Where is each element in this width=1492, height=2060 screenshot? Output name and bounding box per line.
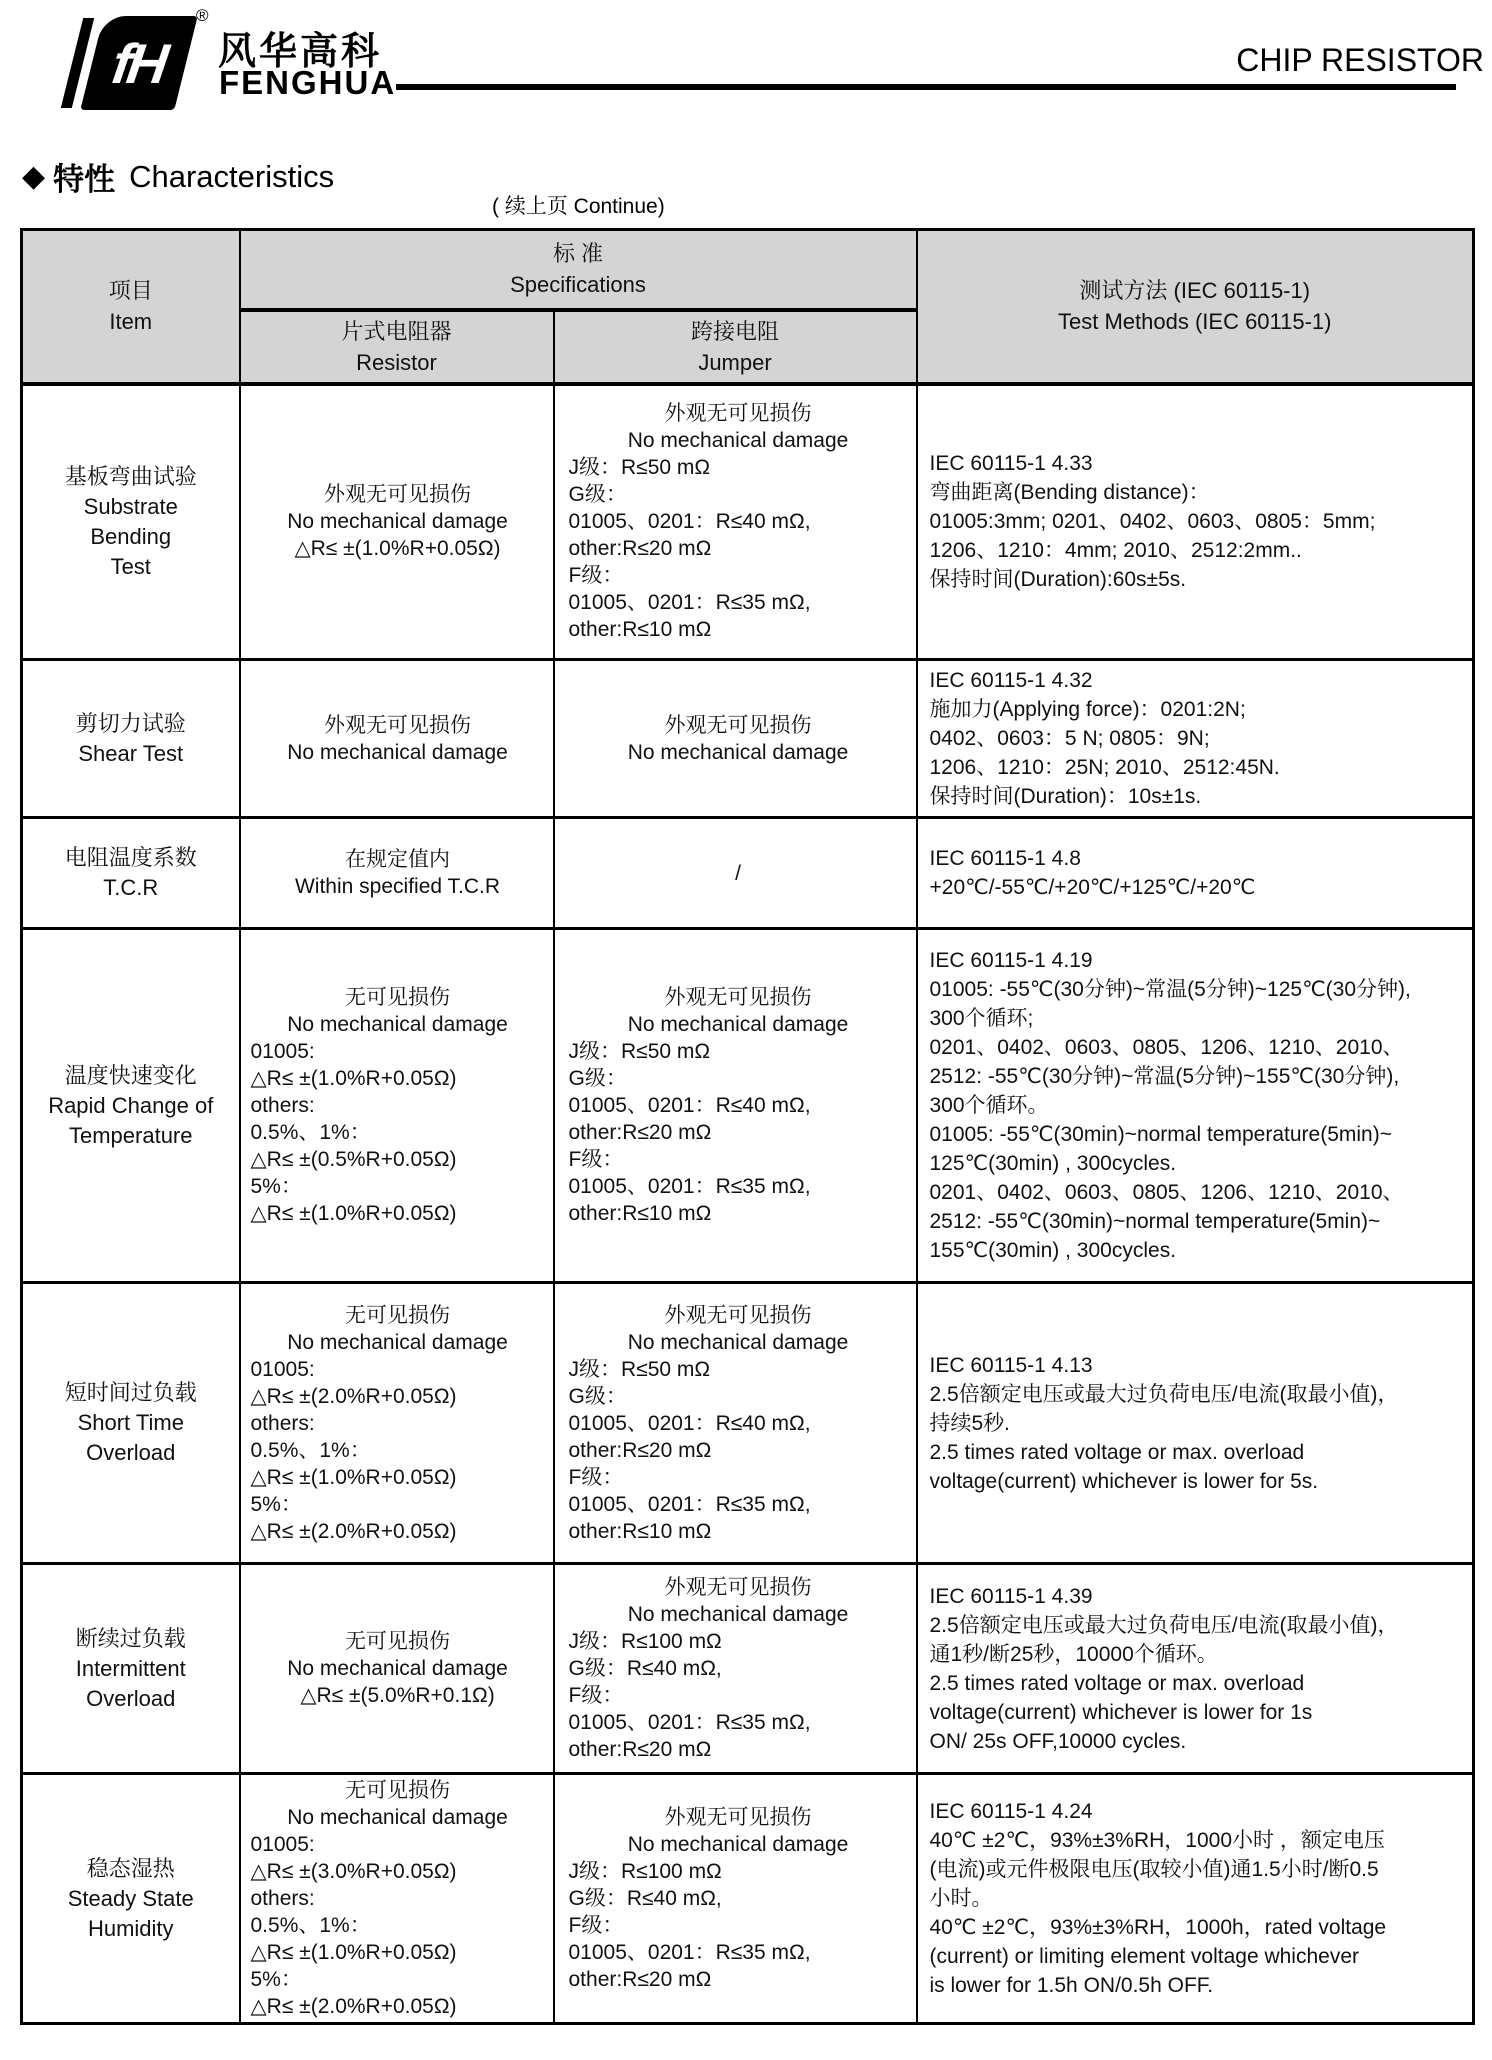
table-row (22, 1774, 1474, 2024)
text-line: Shear Test (78, 740, 184, 766)
text-line: 01005、0201：R≤35 mΩ, (568, 1711, 811, 1734)
text-line: T.C.R (103, 875, 159, 900)
text-line: 0201、0402、0603、0805、1206、1210、2010、 (929, 1181, 1404, 1204)
text-line: F级： (568, 1465, 624, 1489)
text-line: △R≤ ±(1.0%R+0.05Ω) (250, 1465, 457, 1489)
item-cell (22, 384, 240, 660)
text-line: 40℃ ±2℃，93%±3%RH，1000小时 ，额定电压 (929, 1829, 1385, 1852)
text-line: 无可见损伤 (345, 1779, 450, 1802)
text-line: voltage(current) whichever is lower for 5s. (929, 1469, 1319, 1493)
text-line: 持续5秒. (929, 1411, 1011, 1435)
resistor-spec-cell (240, 660, 554, 818)
test-method-cell (917, 1283, 1474, 1564)
test-method-cell (917, 818, 1474, 929)
brand-name-chinese: 风华高科 (218, 31, 383, 73)
table-row (22, 660, 1474, 818)
text-line: 01005: (250, 1357, 315, 1381)
continue-note: ( 续上页 Continue) (492, 195, 665, 218)
text-line: 2.5倍额定电压或最大过负荷电压/电流(取最小值)， (929, 1382, 1399, 1406)
jumper-spec-cell (554, 1564, 917, 1774)
section-title-english: Characteristics (129, 158, 335, 194)
item-cell (22, 1774, 240, 2024)
text-line: voltage(current) whichever is lower for 1s (929, 1700, 1313, 1724)
text-line: 保持时间(Duration):60s±5s. (929, 568, 1187, 592)
text-line: Rapid Change of (48, 1092, 214, 1118)
text-line: △R≤ ±(1.0%R+0.05Ω) (294, 537, 501, 561)
test-method-cell (917, 660, 1474, 818)
text-line: F级： (568, 564, 624, 588)
fenghua-logo-monogram: fH (108, 31, 170, 95)
text-line: 外观无可见损伤 (664, 1576, 812, 1599)
text-line: IEC 60115-1 4.39 (929, 1584, 1093, 1608)
text-line: No mechanical damage (287, 1657, 508, 1680)
text-line: 125℃(30min) , 300cycles. (929, 1152, 1177, 1175)
text-line: △R≤ ±(3.0%R+0.05Ω) (250, 1860, 457, 1883)
text-line: 1206、1210：4mm; 2010、2512:2mm.. (929, 539, 1302, 563)
text-line: No mechanical damage (627, 1833, 849, 1856)
text-line: 01005: -55℃(30min)~normal temperature(5min)~ (929, 1123, 1392, 1146)
text-line: other:R≤10 mΩ (568, 618, 712, 642)
text-line: 保持时间(Duration)：10s±1s. (929, 785, 1202, 808)
text-line: G级： (568, 1067, 627, 1090)
text-line: 在规定值内 (345, 848, 450, 871)
registered-trademark-symbol: ® (196, 6, 209, 25)
text-line: other:R≤20 mΩ (568, 1968, 712, 1991)
jumper-spec-cell (554, 929, 917, 1283)
characteristics-table (20, 228, 1475, 2025)
text-line: 5%： (250, 1492, 302, 1516)
text-line: 0.5%、1%： (250, 1914, 371, 1937)
table-row (22, 1564, 1474, 1774)
column-header-jumper-en: Jumper (698, 349, 772, 375)
text-line: △R≤ ±(5.0%R+0.1Ω) (300, 1684, 495, 1707)
resistor-spec-cell (240, 818, 554, 929)
column-header-specifications (240, 230, 917, 310)
text-line: 155℃(30min) , 300cycles. (929, 1239, 1177, 1262)
text-line: 2.5倍额定电压或最大过负荷电压/电流(取最小值)， (929, 1613, 1399, 1637)
text-line: other:R≤10 mΩ (568, 1202, 712, 1225)
text-line: 2.5 times rated voltage or max. overload (929, 1671, 1305, 1695)
text-line: 外观无可见损伤 (664, 986, 812, 1009)
column-header-item (22, 230, 240, 384)
text-line: 2.5 times rated voltage or max. overload (929, 1440, 1305, 1464)
text-line: IEC 60115-1 4.13 (929, 1353, 1093, 1377)
resistor-spec-cell (240, 1774, 554, 2024)
text-line: 0402、0603：5 N; 0805：9N; (929, 727, 1210, 750)
text-line: Temperature (68, 1122, 193, 1148)
text-line: 施加力(Applying force)：0201:2N; (929, 698, 1246, 721)
jumper-spec-cell (554, 384, 917, 660)
text-line: 基板弯曲试验 (64, 463, 197, 489)
resistor-spec-cell (240, 384, 554, 660)
text-line: 01005: -55℃(30分钟)~常温(5分钟)~125℃(30分钟), (929, 978, 1411, 1001)
column-header-item-en: Item (109, 309, 153, 335)
jumper-spec-cell (554, 1283, 917, 1564)
text-line: Within specified T.C.R (294, 875, 501, 898)
table-header-row-1 (22, 230, 1474, 310)
document-title: CHIP RESISTOR (1236, 42, 1484, 78)
text-line: other:R≤10 mΩ (568, 1519, 712, 1543)
text-line: J级：R≤100 mΩ (568, 1860, 722, 1883)
text-line: IEC 60115-1 4.33 (929, 452, 1093, 476)
text-line: 外观无可见损伤 (664, 402, 812, 426)
text-line: 01005、0201：R≤35 mΩ, (568, 1492, 811, 1516)
text-line: Substrate (83, 493, 178, 519)
column-header-test-methods-zh: 测试方法 (IEC 60115-1) (1079, 278, 1311, 304)
text-line: △R≤ ±(1.0%R+0.05Ω) (250, 1941, 457, 1964)
text-line: 300个循环; (929, 1007, 1034, 1030)
text-line: No mechanical damage (627, 740, 849, 764)
text-line: IEC 60115-1 4.8 (929, 847, 1081, 870)
text-line: IEC 60115-1 4.32 (929, 669, 1093, 692)
text-line: G级： (568, 483, 627, 507)
text-line: No mechanical damage (287, 1806, 508, 1829)
table-row (22, 384, 1474, 660)
text-line: 0.5%、1%： (250, 1438, 371, 1462)
text-line: △R≤ ±(2.0%R+0.05Ω) (250, 1519, 457, 1543)
text-line: ON/ 25s OFF,10000 cycles. (929, 1729, 1187, 1753)
text-line: △R≤ ±(1.0%R+0.05Ω) (250, 1202, 457, 1225)
text-line: 通1秒/断25秒，10000个循环。 (929, 1642, 1218, 1666)
text-line: IEC 60115-1 4.24 (929, 1800, 1093, 1823)
text-line: Overload (86, 1440, 176, 1465)
text-line: No mechanical damage (287, 510, 508, 534)
jumper-spec-cell (554, 818, 917, 929)
text-line: Intermittent (75, 1655, 186, 1681)
header-divider-line (396, 84, 1456, 90)
table-row (22, 818, 1474, 929)
text-line: is lower for 1.5h ON/0.5h OFF. (929, 1974, 1214, 1997)
text-line: Short Time (77, 1410, 184, 1435)
text-line: J级：R≤100 mΩ (568, 1630, 722, 1653)
text-line: No mechanical damage (627, 1013, 849, 1036)
resistor-spec-cell (240, 1283, 554, 1564)
text-line: No mechanical damage (287, 1013, 508, 1036)
text-line: 01005、0201：R≤40 mΩ, (568, 1411, 811, 1435)
text-line: 01005:3mm; 0201、0402、0603、0805：5mm; (929, 510, 1376, 534)
text-line: J级：R≤50 mΩ (568, 1040, 711, 1063)
text-line: △R≤ ±(2.0%R+0.05Ω) (250, 1995, 457, 2018)
text-line: 稳态湿热 (86, 1855, 175, 1881)
item-cell (22, 1564, 240, 1774)
text-line: No mechanical damage (627, 1603, 849, 1626)
text-line: 01005、0201：R≤35 mΩ, (568, 1941, 811, 1964)
text-line: Overload (86, 1685, 176, 1711)
text-line: 01005: (250, 1833, 315, 1856)
text-line: 无可见损伤 (345, 986, 450, 1009)
text-line: F级： (568, 1914, 624, 1937)
text-line: 01005、0201：R≤40 mΩ, (568, 1094, 811, 1117)
text-line: No mechanical damage (287, 740, 508, 764)
text-line: Steady State (67, 1885, 194, 1911)
text-line: 无可见损伤 (345, 1630, 450, 1653)
text-line: 小时。 (929, 1887, 993, 1910)
item-cell (22, 660, 240, 818)
text-line: Humidity (87, 1915, 174, 1941)
column-header-item-zh: 项目 (108, 278, 153, 304)
text-line: 短时间过负载 (64, 1380, 197, 1405)
text-line: 电阻温度系数 (64, 845, 197, 870)
text-line: Test (110, 553, 151, 579)
text-line: No mechanical damage (627, 429, 849, 453)
column-header-resistor-en: Resistor (356, 349, 437, 375)
column-header-specifications-en: Specifications (510, 272, 646, 298)
text-line: G级：R≤40 mΩ, (568, 1657, 722, 1680)
text-line: No mechanical damage (627, 1330, 849, 1354)
column-header-resistor-zh: 片式电阻器 (341, 318, 452, 344)
text-line: 2512: -55℃(30min)~normal temperature(5min)~ (929, 1210, 1381, 1233)
text-line: △R≤ ±(0.5%R+0.05Ω) (250, 1148, 457, 1171)
fenghua-logo-icon (80, 16, 197, 110)
column-header-specifications-zh: 标 准 (552, 241, 604, 267)
item-cell (22, 818, 240, 929)
text-line: 300个循环。 (929, 1094, 1049, 1117)
diamond-icon: ◆ (22, 160, 46, 193)
text-line: 2512: -55℃(30分钟)~常温(5分钟)~155℃(30分钟), (929, 1065, 1400, 1088)
column-header-test-methods-en: Test Methods (IEC 60115-1) (1058, 309, 1332, 335)
text-line: 01005、0201：R≤40 mΩ, (568, 510, 811, 534)
text-line: 断续过负载 (75, 1625, 186, 1651)
text-line: +20℃/-55℃/+20℃/+125℃/+20℃ (929, 876, 1256, 899)
text-line: 外观无可见损伤 (664, 1303, 812, 1327)
text-line: 0.5%、1%： (250, 1121, 371, 1144)
text-line: G级：R≤40 mΩ, (568, 1887, 722, 1910)
text-line: other:R≤20 mΩ (568, 537, 712, 561)
text-line: J级：R≤50 mΩ (568, 456, 711, 480)
test-method-cell (917, 1774, 1474, 2024)
text-line: 外观无可见损伤 (664, 1806, 812, 1829)
text-line: 温度快速变化 (64, 1062, 197, 1088)
column-header-jumper (554, 310, 917, 384)
text-line: No mechanical damage (287, 1330, 508, 1354)
test-method-cell (917, 929, 1474, 1283)
text-line: 弯曲距离(Bending distance)： (929, 481, 1210, 505)
text-line: 01005、0201：R≤35 mΩ, (568, 591, 811, 615)
section-title-chinese: 特性 (53, 162, 116, 197)
text-line: other:R≤20 mΩ (568, 1438, 712, 1462)
text-line: 01005: (250, 1040, 315, 1063)
section-title (22, 154, 334, 199)
text-line: 5%： (250, 1968, 302, 1991)
text-line: 40℃ ±2℃，93%±3%RH，1000h，rated voltage (929, 1916, 1387, 1939)
text-line: F级： (568, 1684, 624, 1707)
text-line: others: (250, 1887, 315, 1910)
text-line: (current) or limiting element voltage whichever (929, 1945, 1360, 1968)
jumper-spec-cell (554, 660, 917, 818)
text-line: 0201、0402、0603、0805、1206、1210、2010、 (929, 1036, 1404, 1059)
text-line: △R≤ ±(2.0%R+0.05Ω) (250, 1384, 457, 1408)
text-line: / (735, 861, 741, 885)
text-line: 外观无可见损伤 (324, 713, 471, 737)
table-row (22, 929, 1474, 1283)
table-row (22, 1283, 1474, 1564)
text-line: other:R≤20 mΩ (568, 1121, 712, 1144)
text-line: others: (250, 1411, 315, 1435)
resistor-spec-cell (240, 929, 554, 1283)
column-header-resistor (240, 310, 554, 384)
text-line: J级：R≤50 mΩ (568, 1357, 711, 1381)
text-line: 01005、0201：R≤35 mΩ, (568, 1175, 811, 1198)
characteristics-table-body (22, 384, 1474, 2024)
item-cell (22, 929, 240, 1283)
text-line: other:R≤20 mΩ (568, 1738, 712, 1761)
test-method-cell (917, 1564, 1474, 1774)
column-header-test-methods (917, 230, 1474, 384)
item-cell (22, 1283, 240, 1564)
text-line: G级： (568, 1384, 627, 1408)
text-line: 5%： (250, 1175, 302, 1198)
text-line: Bending (90, 523, 172, 549)
test-method-cell (917, 384, 1474, 660)
text-line: △R≤ ±(1.0%R+0.05Ω) (250, 1067, 457, 1090)
text-line: (电流)或元件极限电压(取较小值)通1.5小时/断0.5 (929, 1858, 1379, 1881)
column-header-jumper-zh: 跨接电阻 (690, 318, 779, 344)
text-line: IEC 60115-1 4.19 (929, 949, 1093, 972)
text-line: 外观无可见损伤 (664, 713, 812, 737)
text-line: F级： (568, 1148, 624, 1171)
text-line: 1206、1210：25N; 2010、2512:45N. (929, 756, 1280, 779)
text-line: 剪切力试验 (75, 710, 186, 736)
text-line: 外观无可见损伤 (324, 483, 471, 507)
brand-name-english: FENGHUA (219, 64, 397, 101)
resistor-spec-cell (240, 1564, 554, 1774)
table-header (22, 230, 1474, 384)
text-line: others: (250, 1094, 315, 1117)
text-line: 无可见损伤 (345, 1303, 450, 1327)
jumper-spec-cell (554, 1774, 917, 2024)
